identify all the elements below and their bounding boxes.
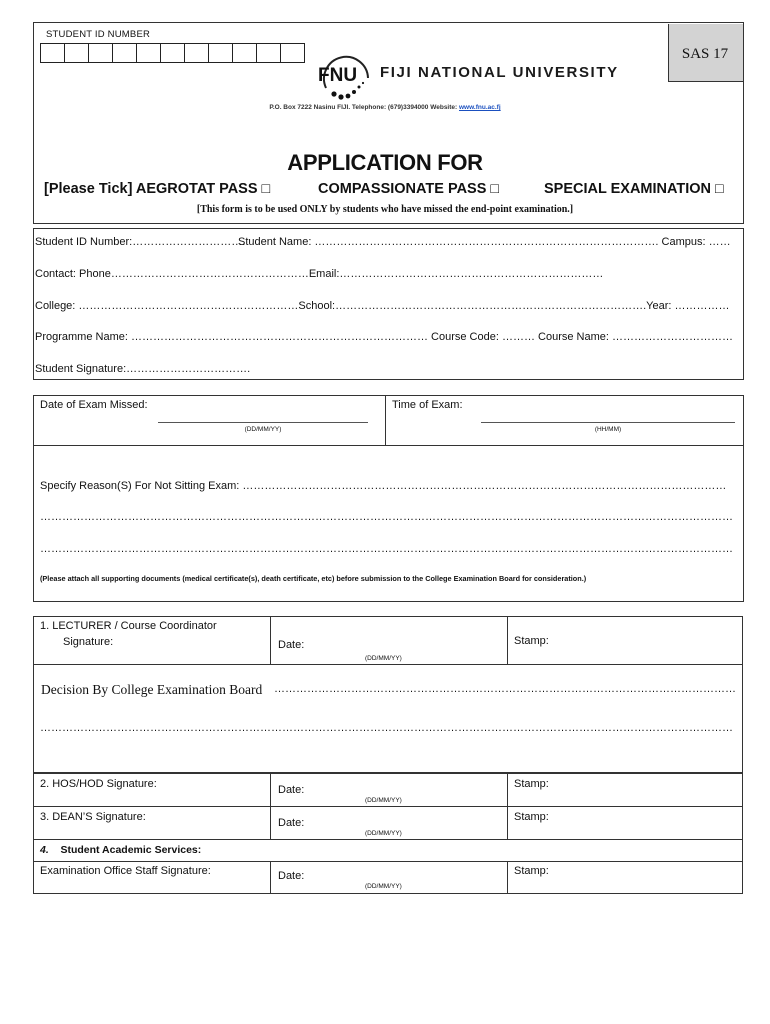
lecturer-table xyxy=(33,616,743,773)
student-id-digit-box[interactable] xyxy=(64,43,89,63)
student-id-label: STUDENT ID NUMBER xyxy=(46,29,151,40)
contact-field[interactable]: Contact: Phone………………………………………………Email:……………………………………………………………… xyxy=(35,268,604,280)
lecturer-signature-label[interactable]: Signature: xyxy=(63,636,114,648)
hod-stamp-label[interactable]: Stamp: xyxy=(514,778,549,790)
student-name-field[interactable]: Student Name: …………………………………………………………………………………. Campus: …… xyxy=(238,236,731,248)
exam-office-stamp-label[interactable]: Stamp: xyxy=(514,865,549,877)
exam-office-date-format: (DD/MM/YY) xyxy=(365,883,402,890)
student-id-digit-box[interactable] xyxy=(160,43,185,63)
student-id-digit-box[interactable] xyxy=(88,43,113,63)
date-missed-line[interactable] xyxy=(158,422,368,423)
student-id-digit-box[interactable] xyxy=(208,43,233,63)
exam-divider xyxy=(385,395,386,445)
hod-signature-label[interactable]: 2. HOS/HOD Signature: xyxy=(40,778,157,790)
attach-documents-note: (Please attach all supporting documents (medical certificate(s), death certificate, etc) before submission to the College Examination Board for consideration.) xyxy=(40,574,587,583)
reason-field[interactable]: Specify Reason(S) For Not Sitting Exam: …………………………………………………………………………………………………………………… xyxy=(40,480,727,492)
dean-stamp-label[interactable]: Stamp: xyxy=(514,811,549,823)
fnu-logo xyxy=(312,52,382,104)
student-id-digit-box[interactable] xyxy=(232,43,257,63)
sas-number: 4. xyxy=(40,844,49,856)
student-id-digit-box[interactable] xyxy=(256,43,281,63)
hod-date-label[interactable]: Date: xyxy=(278,784,305,796)
time-format-hint: (HH/MM) xyxy=(594,426,622,433)
exam-office-signature-label[interactable]: Examination Office Staff Signature: xyxy=(40,865,211,877)
decision-label: Decision By College Examination Board xyxy=(41,682,263,697)
time-of-exam-label: Time of Exam: xyxy=(392,399,463,411)
reason-line[interactable]: ……………………………………………………………………………………………………………………………………………………………………… xyxy=(40,543,733,555)
sas-heading xyxy=(40,844,201,856)
lecturer-label: 1. LECTURER / Course Coordinator xyxy=(40,620,217,632)
lecturer-date-format: (DD/MM/YY) xyxy=(365,655,402,662)
college-field[interactable]: College: ……………………………………………………School:………………………………………………………………………….Year: …………… xyxy=(35,300,730,312)
programme-field[interactable]: Programme Name: ……………………………………………………………………… Course Code: ……… Course Name: …………………………… xyxy=(35,331,733,343)
dean-date-label[interactable]: Date: xyxy=(278,817,305,829)
hod-date-format: (DD/MM/YY) xyxy=(365,797,402,804)
time-of-exam-line[interactable] xyxy=(481,422,735,423)
decision-line[interactable]: ……………………………………………………………………………………………………………………………………………………………………… xyxy=(40,722,733,734)
university-name: FIJI NATIONAL UNIVERSITY xyxy=(380,64,619,81)
lecturer-date-label[interactable]: Date: xyxy=(278,639,305,651)
reason-line[interactable]: ……………………………………………………………………………………………………………………………………………………………………… xyxy=(40,511,733,523)
form-code: SAS 17 xyxy=(681,46,729,62)
sas-label: Student Academic Services: xyxy=(60,844,202,856)
website-link[interactable]: www.fnu.ac.fj xyxy=(459,104,501,111)
student-id-digit-box[interactable] xyxy=(184,43,209,63)
special-examination-option[interactable]: SPECIAL EXAMINATION □ xyxy=(544,181,724,197)
compassionate-pass-option[interactable]: COMPASSIONATE PASS □ xyxy=(318,181,500,197)
student-signature-field[interactable]: Student Signature:……………………………. xyxy=(35,363,251,375)
page-title: APPLICATION FOR xyxy=(287,150,483,175)
exam-office-date-label[interactable]: Date: xyxy=(278,870,305,882)
student-id-field[interactable]: Student ID Number:…………………………. xyxy=(35,236,246,248)
student-id-boxes[interactable] xyxy=(40,43,304,63)
contact-text: P.O. Box 7222 Nasinu FIJI. Telephone: (679)3394000 Website: xyxy=(269,104,459,111)
aegrotat-pass-option[interactable]: [Please Tick] AEGROTAT PASS □ xyxy=(44,181,271,197)
student-id-digit-box[interactable] xyxy=(280,43,305,63)
form-usage-note: [This form is to be used ONLY by students who have missed the end-point examination.] xyxy=(196,204,574,215)
approvals-table xyxy=(33,773,743,894)
student-id-digit-box[interactable] xyxy=(112,43,137,63)
lecturer-stamp-label[interactable]: Stamp: xyxy=(514,635,549,647)
contact-line xyxy=(0,104,770,111)
student-id-digit-box[interactable] xyxy=(136,43,161,63)
student-id-digit-box[interactable] xyxy=(40,43,65,63)
logo-text: FNU xyxy=(318,65,358,86)
exam-divider xyxy=(33,445,743,446)
dean-signature-label[interactable]: 3. DEAN’S Signature: xyxy=(40,811,146,823)
date-format-hint: (DD/MM/YY) xyxy=(244,426,282,433)
date-missed-label: Date of Exam Missed: xyxy=(40,399,148,411)
dean-date-format: (DD/MM/YY) xyxy=(365,830,402,837)
decision-line[interactable]: ……………………………………………………………………………………………………………… xyxy=(274,683,736,695)
